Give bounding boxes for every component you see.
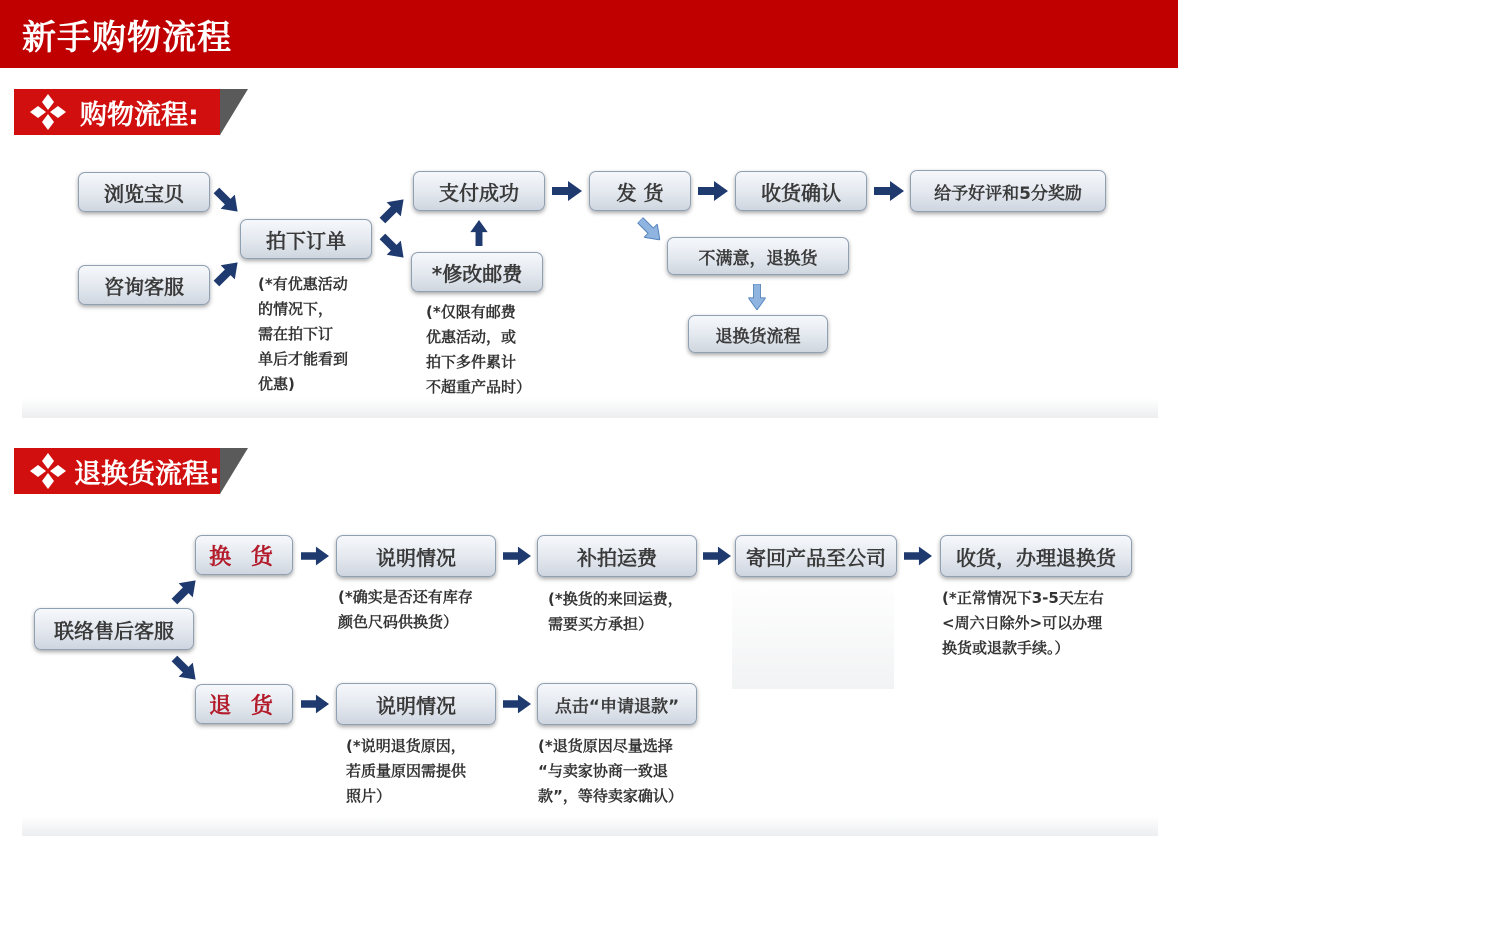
- node-explain-refund: 说明情况: [336, 683, 496, 725]
- page-title: 新手购物流程: [22, 18, 232, 58]
- header-banner: [0, 0, 1178, 68]
- node-modify-postage: *修改邮费: [411, 252, 543, 292]
- arrow-right-icon: [874, 181, 904, 201]
- arrow-right-icon: [904, 546, 932, 566]
- arrow-diagonal-icon: [378, 195, 408, 225]
- node-browse: 浏览宝贝: [78, 172, 210, 212]
- arrow-diagonal-icon: [170, 654, 200, 684]
- node-give-review: 给予好评和5分奖励: [910, 170, 1106, 212]
- node-pay-postage: 补拍运费: [537, 535, 697, 577]
- node-pay-success: 支付成功: [413, 171, 545, 211]
- four-diamond-icon: [28, 92, 68, 132]
- note-explain-exchange: (*确实是否还有库存 颜色尺码供换货）: [338, 588, 473, 631]
- arrow-diagonal-icon: [170, 576, 200, 606]
- node-confirm-receipt: 收货确认: [735, 171, 867, 211]
- section-title-returns: [14, 448, 220, 494]
- node-unsatisfied: 不满意，退换货: [667, 237, 849, 275]
- node-consult: 咨询客服: [78, 265, 210, 305]
- note-modify-postage: (*仅限有邮费 优惠活动，或 拍下多件累计 不超重产品时）: [426, 303, 532, 396]
- node-exchange: 换 货: [195, 535, 293, 575]
- arrow-diagonal-icon: [212, 186, 242, 216]
- background-shade: [732, 575, 894, 689]
- section-tab-tail: [220, 89, 248, 135]
- four-diamond-icon: [28, 451, 68, 491]
- note-pay-postage: (*换货的来回运费， 需要买方承担）: [548, 590, 683, 633]
- node-apply-refund: 点击“申请退款”: [537, 683, 697, 725]
- node-send-back: 寄回产品至公司: [735, 535, 897, 577]
- node-place-order: 拍下订单: [240, 219, 372, 259]
- node-ship: 发 货: [589, 171, 691, 211]
- arrow-right-icon: [301, 694, 329, 714]
- section-tab-tail: [220, 448, 248, 494]
- arrow-right-icon: [552, 181, 582, 201]
- arrow-right-icon: [698, 181, 728, 201]
- arrow-right-icon: [703, 546, 731, 566]
- node-refund: 退 货: [195, 684, 293, 724]
- arrow-right-icon: [503, 694, 531, 714]
- node-contact-service: 联络售后客服: [34, 608, 194, 650]
- arrow-right-icon: [301, 546, 329, 566]
- arrow-up-icon: [466, 218, 492, 248]
- note-order: (*有优惠活动 的情况下， 需在拍下订 单后才能看到 优惠): [258, 275, 349, 393]
- node-receive-process: 收货，办理退换货: [940, 535, 1132, 577]
- section-divider: [22, 816, 1158, 836]
- node-explain-exchange: 说明情况: [336, 535, 496, 577]
- section-title-label: 购物流程:: [80, 99, 199, 131]
- arrow-diagonal-icon: [212, 258, 242, 288]
- arrow-down-icon: [744, 282, 770, 312]
- arrow-diagonal-icon: [636, 216, 664, 244]
- section-title-shopping: [14, 89, 220, 135]
- arrow-diagonal-icon: [378, 232, 408, 262]
- note-apply-refund: (*退货原因尽量选择 “与卖家协商一致退 款”，等待卖家确认）: [538, 737, 683, 805]
- node-return-flow: 退换货流程: [688, 315, 828, 353]
- section-title-label: 退换货流程:: [74, 458, 220, 490]
- note-receive-process: (*正常情况下3-5天左右 <周六日除外>可以办理 换货或退款手续。）: [942, 589, 1104, 657]
- note-explain-refund: (*说明退货原因， 若质量原因需提供 照片）: [346, 737, 467, 805]
- section-divider: [22, 398, 1158, 418]
- arrow-right-icon: [503, 546, 531, 566]
